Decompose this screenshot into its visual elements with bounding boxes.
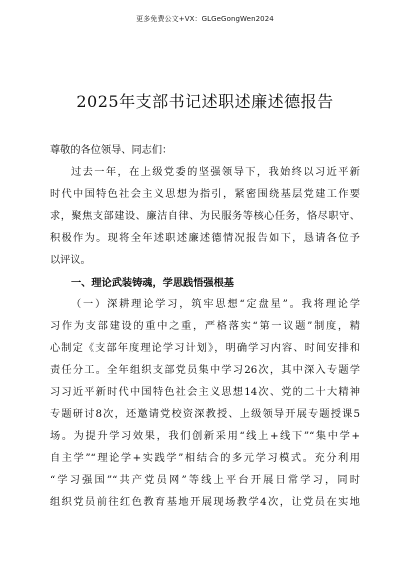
intro-line: 过去一年，在上级党委的坚强领导下，我始终以习近平新	[71, 167, 360, 178]
section-line: （一）深耕理论学习，筑牢思想“定盘星”。我将理论学	[71, 299, 360, 310]
section-line: “学习强国”“共产党员网”等线上平台开展日常学习，同时	[50, 475, 360, 486]
intro-line: 积极作为。现将全年述职述廉述德情况报告如下，恳请各位予	[50, 233, 360, 244]
document-body	[50, 140, 360, 514]
section-line: 责任分工。全年组织支部党员集中学习26次，其中深入专题学	[50, 365, 360, 376]
header-promo-note: 更多免费公文+VX：GLGeGongWen2024	[136, 15, 274, 23]
section-line: 心制定《支部年度理论学习计划》，明确学习内容、时间安排和	[50, 343, 360, 354]
section-line: 习习近平新时代中国特色社会主义思想14次、党的二十大精神	[50, 387, 360, 398]
section-line: 专题研讨8次，还邀请党校资深教授、上级领导开展专题授课5	[50, 409, 360, 420]
section-line: 习作为支部建设的重中之重，严格落实“第一议题”制度，精	[50, 321, 360, 332]
intro-line: 时代中国特色社会主义思想为指引，紧密围绕基层党建工作要	[50, 189, 360, 200]
section-line: 自主学”“理论学+实践学”相结合的多元学习模式。充分利用	[50, 453, 360, 464]
section-line: 场。为提升学习效果，我们创新采用“线上+线下”“集中学+	[50, 431, 360, 442]
intro-line: 以评议。	[50, 255, 91, 266]
document-title: 2025年支部书记述职述廉述德报告	[76, 92, 334, 111]
salutation: 尊敬的各位领导、同志们：	[50, 145, 173, 156]
intro-line: 求，聚焦支部建设、廉洁自律、为民服务等核心任务，恪尽职守、	[50, 211, 360, 222]
section-heading: 一、理论武装铸魂，学思践悟强根基	[71, 277, 234, 289]
section-line: 组织党员前往红色教育基地开展现场教学4次，让党员在实地	[50, 497, 360, 508]
